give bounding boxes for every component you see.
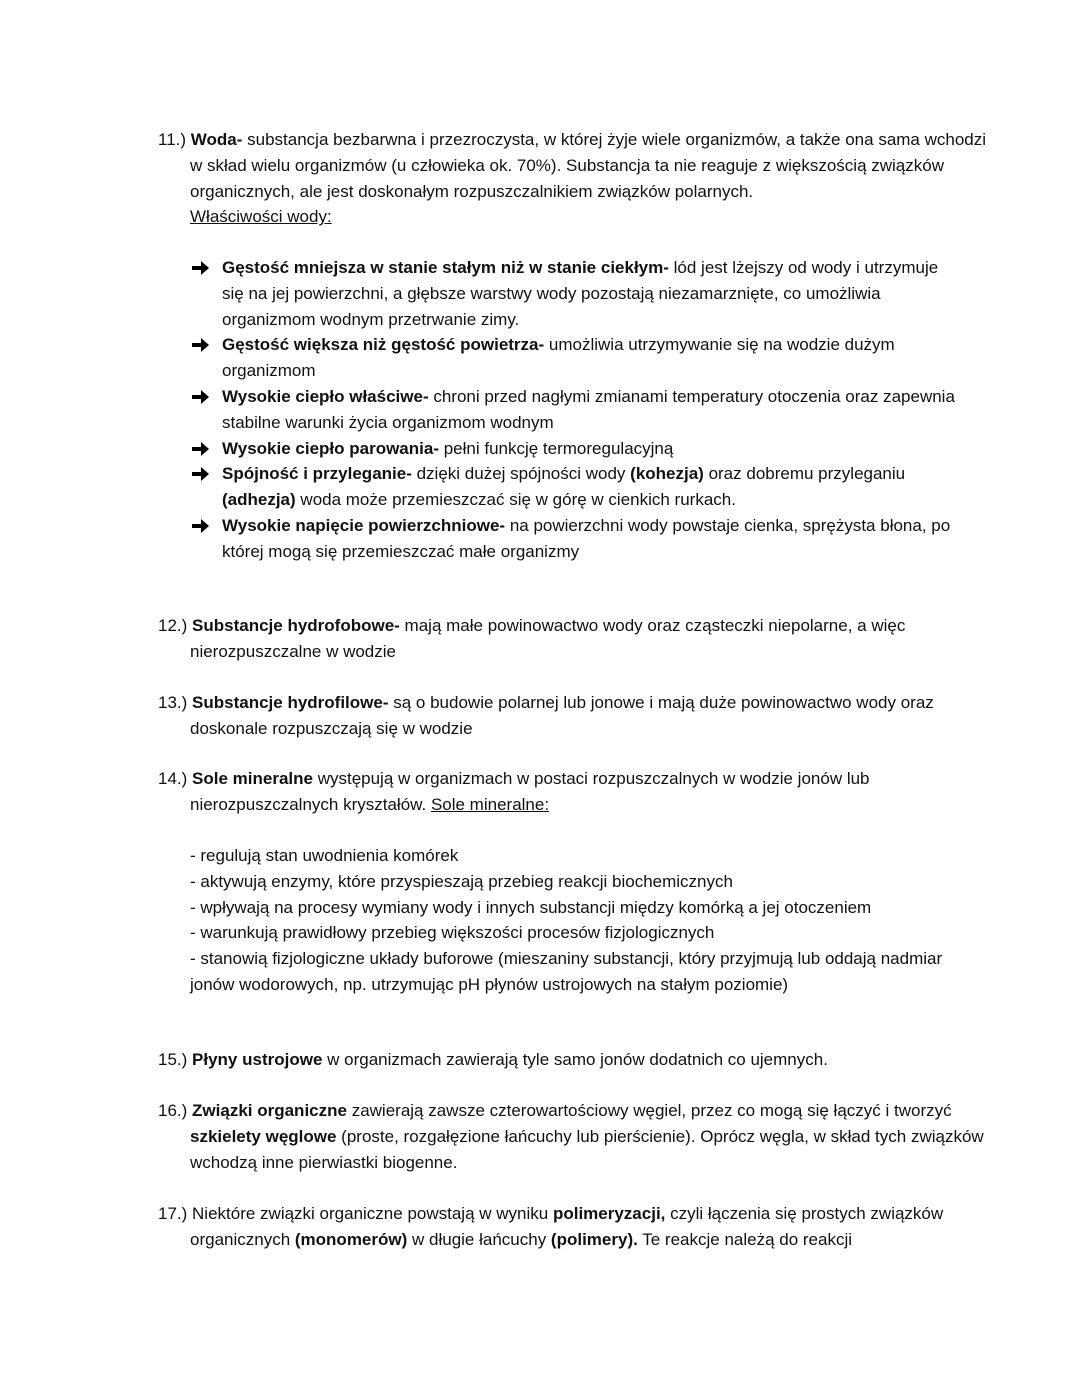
list-item: Wysokie ciepło parowania- pełni funkcję termoregulacyjną <box>190 436 960 462</box>
list-item: - regulują stan uwodnienia komórek <box>190 846 459 865</box>
subheading-sole: Sole mineralne: <box>430 794 550 814</box>
subheading-wlasciwosci: Właściwości wody: <box>190 207 332 227</box>
list-item: Wysokie ciepło właściwe- chroni przed nagłymi zmianami temperatury otoczenia oraz zapewnia stabilne warunki życia organizmom wodnym <box>190 384 960 436</box>
section-text: substancja bezbarwna i przezroczysta, w której żyje wiele organizmów, a także ona sama wchodzi w skład wielu organizmów (u człowieka ok. 70%). Substancja ta nie reaguje z większością związków organicznych, ale jest doskonałym rozpuszczalnikiem związków polarnych. <box>190 130 987 201</box>
arrow-icon <box>190 516 210 536</box>
list-item: Spójność i przyleganie- dzięki dużej spójności wody (kohezja) oraz dobremu przyleganiu (adhezja) woda może przemieszczać się w górę w cienkich rurkach. <box>190 461 960 513</box>
section-12: 12.) Substancje hydrofobowe- mają małe powinowactwo wody oraz cząsteczki niepolarne, a więc nierozpuszczalne w wodzie <box>158 616 906 661</box>
properties-list <box>190 255 960 565</box>
list-item: - stanowią fizjologiczne układy buforowe (mieszaniny substancji, który przyjmują lub oddają nadmiar jonów wodorowych, np. utrzymując pH płynów ustrojowych na stałym poziomie) <box>190 949 943 994</box>
section-13: 13.) Substancje hydrofilowe- są o budowie polarnej lub jonowe i mają duże powinowactwo wody oraz doskonale rozpuszczają się w wodzie <box>158 693 934 738</box>
list-item: - aktywują enzymy, które przyspieszają przebieg reakcji biochemicznych <box>190 871 733 891</box>
arrow-icon <box>190 258 210 278</box>
section-number: 16.) <box>158 1101 188 1120</box>
list-item: Gęstość mniejsza w stanie stałym niż w stanie ciekłym- lód jest lżejszy od wody i utrzymuje się na jej powierzchni, a głębsze warstwy wody pozostają niezamarznięte, co umożliwia organizmom wodnym przetrwanie zimy. <box>190 255 960 332</box>
section-17: 17.) Niektóre związki organiczne powstają w wyniku polimeryzacji, czyli łączenia się prostych związków organicznych (monomerów) w długie łańcuchy (polimery). Te reakcje należą do reakcji <box>158 1204 944 1249</box>
section-16: 16.) Związki organiczne zawierają zawsze czterowartościowy węgiel, przez co mogą się łączyć i tworzyć szkielety węglowe (proste, rozgałęzione łańcuchy lub pierścienie). Oprócz węgla, w skład tych związków wchodzą inne pierwiastki biogenne. <box>158 1101 984 1172</box>
section-number: 13.) <box>158 693 188 712</box>
section-15: 15.) Płyny ustrojowe w organizmach zawierają tyle samo jonów dodatnich co ujemnych. <box>158 1050 828 1069</box>
arrow-icon <box>190 439 210 459</box>
section-number: 14.) <box>158 769 188 788</box>
section-number: 12.) <box>158 616 188 635</box>
list-item: Wysokie napięcie powierzchniowe- na powierzchni wody powstaje cienka, sprężysta błona, po której mogą się przemieszczać małe organizmy <box>190 513 960 565</box>
section-number: 11.) <box>158 130 187 149</box>
arrow-icon <box>190 387 210 407</box>
list-item: - wpływają na procesy wymiany wody i innych substancji między komórką a jej otoczeniem <box>190 897 872 917</box>
section-number: 17.) <box>158 1204 188 1223</box>
list-item: - warunkują prawidłowy przebieg większości procesów fizjologicznych <box>190 923 715 943</box>
list-item: Gęstość większa niż gęstość powietrza- umożliwia utrzymywanie się na wodzie dużym organizmom <box>190 332 960 384</box>
section-number: 15.) <box>158 1050 188 1069</box>
arrow-icon <box>190 335 210 355</box>
salts-list <box>190 843 950 998</box>
section-14: 14.) Sole mineralne występują w organizmach w postaci rozpuszczalnych w wodzie jonów lub nierozpuszczalnych kryształów. Sole mineralne: <box>158 769 870 814</box>
term-woda: Woda- <box>190 130 243 149</box>
arrow-icon <box>190 464 210 484</box>
section-11 <box>158 127 990 230</box>
